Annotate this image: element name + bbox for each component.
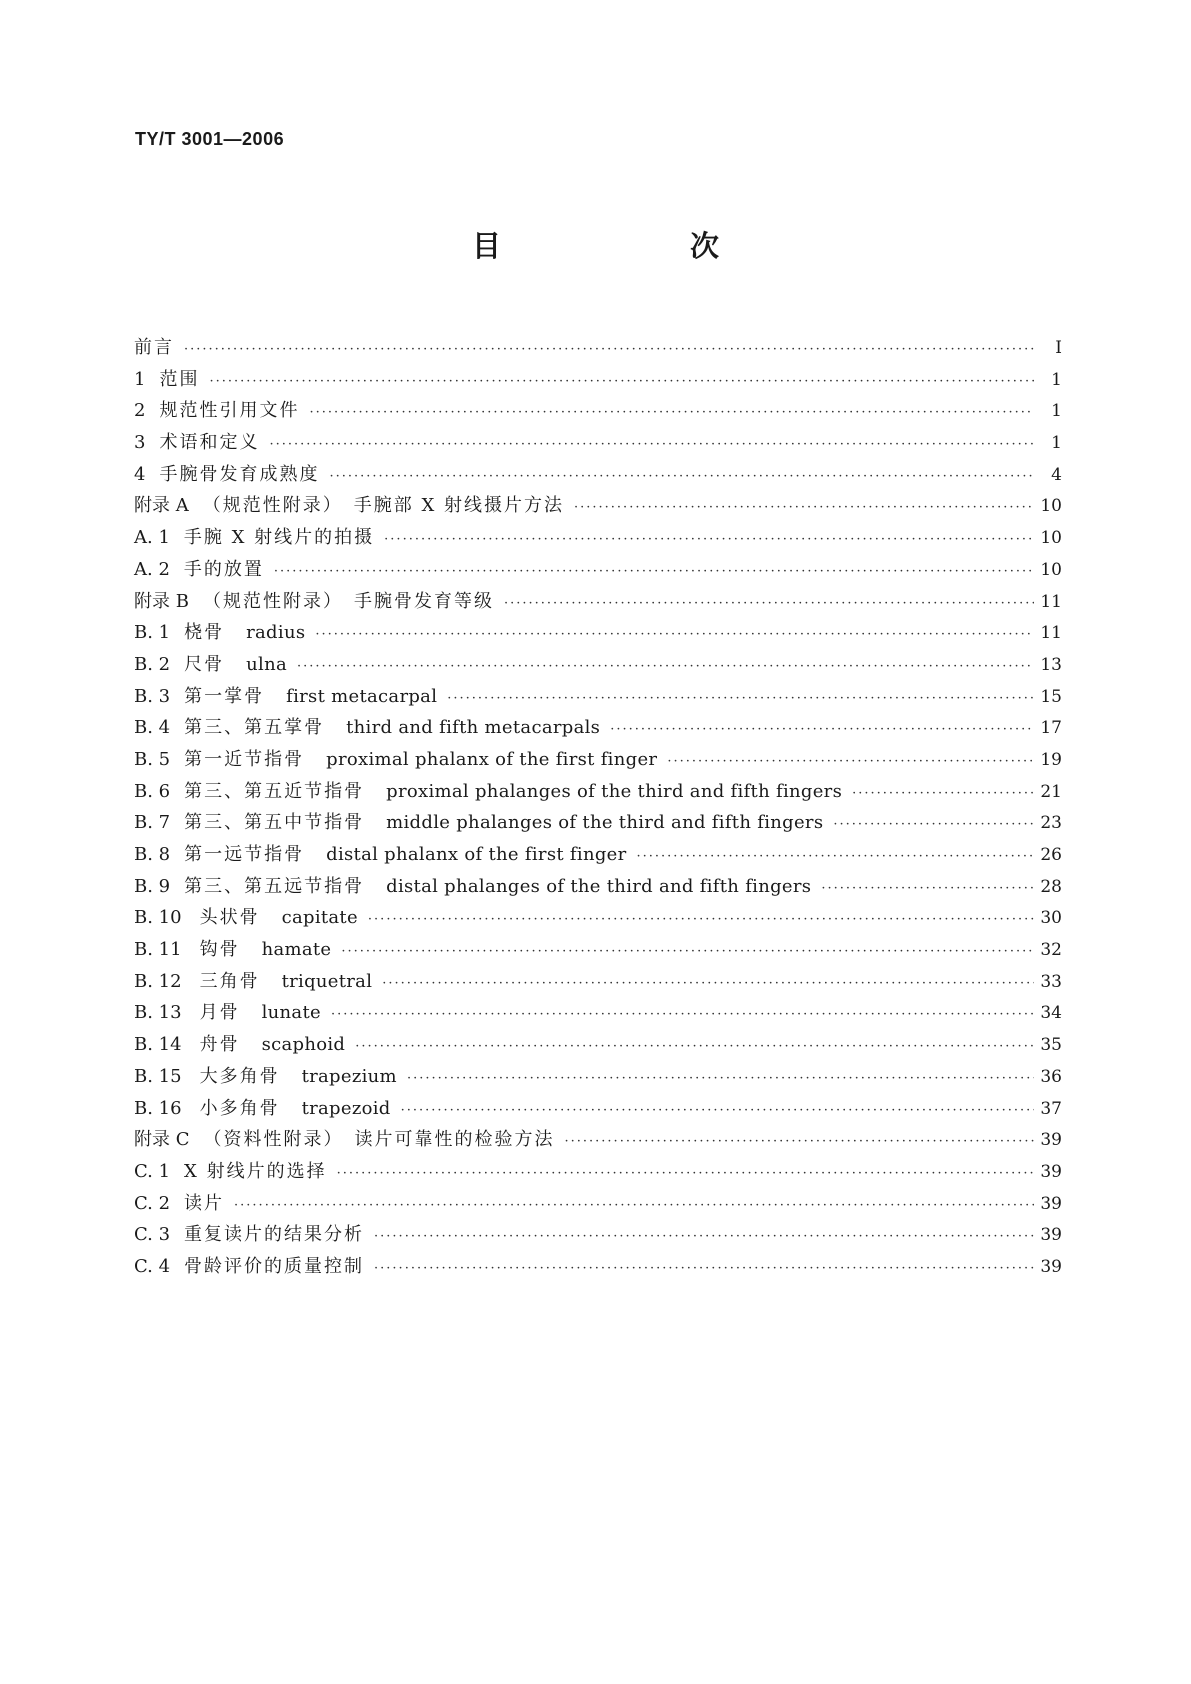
toc-entry[interactable] <box>134 997 1062 1029</box>
toc-entry-number: 附录 B <box>134 590 189 612</box>
toc-entry-label <box>134 586 494 618</box>
toc-entry-page-number: 4 <box>1051 464 1062 485</box>
toc-entry-label <box>134 1188 224 1220</box>
toc-entry-label <box>134 1093 391 1125</box>
toc-entry-label <box>134 617 305 649</box>
toc-entry-number: 2 <box>134 400 146 422</box>
dot-leader <box>341 936 1034 968</box>
toc-entry[interactable] <box>134 522 1062 554</box>
toc-entry[interactable] <box>134 649 1062 681</box>
toc-entry-title: 第一掌骨 <box>184 685 265 707</box>
toc-entry-title: 尺骨 <box>184 653 225 675</box>
toc-entry-title: 月骨 <box>199 1002 240 1024</box>
toc-entry-page-number: 1 <box>1051 433 1062 454</box>
page-title: 目 次 <box>471 229 799 263</box>
dot-leader <box>374 1253 1034 1285</box>
dot-leader <box>384 524 1034 556</box>
toc-entry-page-number: 39 <box>1040 1130 1062 1151</box>
toc-entry-page-number: 21 <box>1040 781 1062 802</box>
dot-leader <box>331 999 1034 1031</box>
toc-entry-label <box>134 997 321 1029</box>
toc-entry-number: 1 <box>134 368 146 390</box>
dot-leader <box>401 1095 1034 1127</box>
toc-entry[interactable] <box>134 617 1062 649</box>
toc-entry-page-number: 30 <box>1040 908 1062 929</box>
toc-entry[interactable] <box>134 1124 1062 1156</box>
dot-leader <box>355 1031 1034 1063</box>
toc-entry[interactable] <box>134 1156 1062 1188</box>
toc-entry-label <box>134 807 823 839</box>
toc-entry-english-title: scaphoid <box>261 1034 346 1056</box>
toc-entry-label <box>134 490 564 522</box>
toc-entry-page-number: 39 <box>1040 1161 1062 1182</box>
toc-entry-number: B. 16 <box>134 1097 182 1119</box>
toc-entry-number: 4 <box>134 463 146 485</box>
toc-entry-english-title: proximal phalanx of the first finger <box>326 748 658 770</box>
toc-entry-english-title: trapezoid <box>301 1097 391 1119</box>
dot-leader <box>297 651 1034 683</box>
toc-entry-title: 第一近节指骨 <box>184 748 305 770</box>
toc-entry-number: 附录 C <box>134 1129 190 1151</box>
toc-entry-label <box>134 966 372 998</box>
toc-entry-title: 重复读片的结果分析 <box>184 1224 365 1246</box>
toc-entry[interactable] <box>134 1251 1062 1283</box>
toc-entry-label <box>134 427 259 459</box>
dot-leader <box>309 397 1034 429</box>
toc-entry-english-title: radius <box>246 622 306 644</box>
toc-entry-number: B. 12 <box>134 970 182 992</box>
toc-entry-title: 读片 <box>184 1192 225 1214</box>
toc-entry[interactable] <box>134 871 1062 903</box>
toc-entry-title: 第三、第五掌骨 <box>184 717 325 739</box>
toc-entry-page-number: 35 <box>1040 1035 1062 1056</box>
toc-entry-label <box>134 1029 345 1061</box>
toc-entry-label <box>134 1156 327 1188</box>
toc-entry-page-number: 19 <box>1040 749 1062 770</box>
toc-entry-page-number: 11 <box>1040 623 1062 644</box>
toc-entry-label <box>134 1061 397 1093</box>
dot-leader <box>821 873 1034 905</box>
dot-leader <box>337 1158 1034 1190</box>
toc-entry[interactable] <box>134 807 1062 839</box>
toc-entry-english-title: trapezium <box>301 1065 397 1087</box>
toc-entry-label <box>134 332 174 364</box>
toc-entry[interactable] <box>134 681 1062 713</box>
toc-entry[interactable] <box>134 1029 1062 1061</box>
toc-entry[interactable] <box>134 554 1062 586</box>
toc-entry-english-title: lunate <box>261 1002 321 1024</box>
toc-entry-title: 桡骨 <box>184 622 225 644</box>
toc-entry-label <box>134 1124 555 1156</box>
toc-entry-label <box>134 554 264 586</box>
toc-entry-page-number: 32 <box>1040 940 1062 961</box>
toc-entry-title: 手的放置 <box>183 558 264 580</box>
toc-entry-label <box>134 902 358 934</box>
toc-entry-label <box>134 681 437 713</box>
toc-entry-english-title: distal phalanx of the first finger <box>326 844 627 865</box>
toc-entry-english-title: hamate <box>261 939 332 961</box>
toc-entry-title: 第三、第五远节指骨 <box>184 875 365 897</box>
toc-entry-page-number: 15 <box>1040 686 1062 707</box>
toc-entry-label <box>134 395 299 427</box>
toc-entry-number: C. 4 <box>134 1255 171 1277</box>
table-of-contents <box>134 332 1062 1283</box>
toc-entry-label <box>134 364 199 396</box>
toc-entry[interactable] <box>134 395 1062 427</box>
toc-entry-number: B. 5 <box>134 748 171 770</box>
dot-leader <box>667 746 1034 778</box>
toc-entry-title: 术语和定义 <box>159 432 260 454</box>
dot-leader <box>637 841 1034 873</box>
dot-leader <box>209 366 1034 398</box>
toc-entry[interactable] <box>134 776 1062 808</box>
toc-entry-page-number: 39 <box>1040 1256 1062 1277</box>
toc-entry[interactable] <box>134 712 1062 744</box>
toc-entry-number: B. 14 <box>134 1034 182 1056</box>
dot-leader <box>852 778 1034 810</box>
toc-entry-number: B. 6 <box>134 780 171 802</box>
dot-leader <box>382 968 1034 1000</box>
dot-leader <box>374 1221 1034 1253</box>
toc-entry-page-number: 36 <box>1040 1066 1062 1087</box>
toc-entry-title: （规范性附录） 手腕部 X 射线摄片方法 <box>202 495 564 517</box>
dot-leader <box>610 714 1034 746</box>
toc-entry-number: B. 4 <box>134 717 171 739</box>
toc-entry-page-number: 10 <box>1040 528 1062 549</box>
toc-entry[interactable] <box>134 744 1062 776</box>
toc-entry-number: B. 1 <box>134 622 171 644</box>
toc-entry-page-number: 1 <box>1051 401 1062 422</box>
toc-entry[interactable] <box>134 934 1062 966</box>
toc-entry-title: 手腕骨发育成熟度 <box>159 463 320 485</box>
toc-entry-number: C. 3 <box>134 1224 171 1246</box>
toc-entry-number: 3 <box>134 432 146 454</box>
dot-leader <box>234 1190 1034 1222</box>
dot-leader <box>184 334 1034 366</box>
toc-entry-number: B. 2 <box>134 653 171 675</box>
toc-entry-page-number: 34 <box>1040 1003 1062 1024</box>
document-code: TY/T 3001—2006 <box>135 129 285 149</box>
toc-entry-page-number: 26 <box>1040 845 1062 865</box>
toc-entry[interactable] <box>134 839 1062 871</box>
dot-leader <box>504 588 1034 620</box>
toc-entry-number: 附录 A <box>134 495 189 517</box>
toc-entry[interactable] <box>134 1061 1062 1093</box>
toc-entry-label <box>134 839 627 871</box>
toc-entry-label <box>134 1251 364 1283</box>
toc-entry-label <box>134 934 331 966</box>
toc-entry[interactable] <box>134 459 1062 491</box>
dot-leader <box>574 492 1034 524</box>
toc-entry-label <box>134 776 842 808</box>
toc-entry-title: 前言 <box>134 337 174 358</box>
toc-entry-label <box>134 744 657 776</box>
toc-entry-label <box>134 871 811 903</box>
toc-entry[interactable] <box>134 1093 1062 1125</box>
toc-entry-page-number: 11 <box>1040 591 1062 612</box>
dot-leader <box>368 904 1034 936</box>
toc-entry-title: 第三、第五中节指骨 <box>184 812 365 834</box>
toc-entry-number: C. 1 <box>134 1160 171 1182</box>
toc-entry-title: 钩骨 <box>199 939 240 961</box>
toc-entry-english-title: middle phalanges of the third and fifth fingers <box>386 812 824 834</box>
dot-leader <box>329 461 1034 493</box>
dot-leader <box>269 429 1034 461</box>
toc-entry-page-number: 1 <box>1051 369 1062 390</box>
toc-entry-number: B. 9 <box>134 875 171 897</box>
toc-entry-page-number: 13 <box>1040 654 1062 675</box>
toc-entry-title: 第一远节指骨 <box>184 844 305 865</box>
dot-leader <box>274 556 1034 588</box>
toc-entry-title: 骨龄评价的质量控制 <box>184 1255 365 1277</box>
toc-entry[interactable] <box>134 332 1062 364</box>
toc-entry-english-title: proximal phalanges of the third and fifth fingers <box>386 780 843 802</box>
toc-entry-number: B. 8 <box>134 844 171 865</box>
toc-entry-title: 大多角骨 <box>199 1065 280 1087</box>
toc-entry-english-title: third and fifth metacarpals <box>346 717 601 739</box>
toc-entry-title: （规范性附录） 手腕骨发育等级 <box>202 590 494 612</box>
toc-entry[interactable] <box>134 427 1062 459</box>
toc-entry-page-number: 28 <box>1040 876 1062 897</box>
toc-entry-number: A. 1 <box>134 527 170 549</box>
toc-entry-page-number: 39 <box>1040 1193 1062 1214</box>
toc-entry-title: 头状骨 <box>199 907 260 929</box>
toc-entry-title: （资料性附录） 读片可靠性的检验方法 <box>203 1129 555 1151</box>
toc-entry-title: 规范性引用文件 <box>159 400 300 422</box>
toc-entry[interactable] <box>134 966 1062 998</box>
toc-entry-page-number: 17 <box>1040 718 1062 739</box>
dot-leader <box>565 1126 1035 1158</box>
toc-entry-title: 手腕 X 射线片的拍摄 <box>183 527 375 549</box>
toc-entry[interactable] <box>134 490 1062 522</box>
toc-entry-english-title: triquetral <box>281 970 373 992</box>
toc-entry-page-number: 10 <box>1040 559 1062 580</box>
toc-entry-english-title: ulna <box>246 653 287 675</box>
toc-entry-title: 舟骨 <box>199 1034 240 1056</box>
toc-entry[interactable] <box>134 1219 1062 1251</box>
toc-entry-number: B. 10 <box>134 907 182 929</box>
toc-entry[interactable] <box>134 364 1062 396</box>
dot-leader <box>407 1063 1034 1095</box>
toc-entry-page-number: 10 <box>1040 496 1062 517</box>
toc-entry-number: A. 2 <box>134 558 170 580</box>
toc-entry-title: 范围 <box>159 368 200 390</box>
toc-entry-title: 小多角骨 <box>199 1097 280 1119</box>
toc-entry-page-number: 23 <box>1040 813 1062 834</box>
toc-entry[interactable] <box>134 586 1062 618</box>
toc-entry-title: 三角骨 <box>199 970 260 992</box>
toc-entry-label <box>134 522 374 554</box>
toc-entry-title: 第三、第五近节指骨 <box>184 780 365 802</box>
dot-leader <box>833 809 1034 841</box>
toc-entry-page-number: 39 <box>1040 1225 1062 1246</box>
toc-entry-page-number: I <box>1055 338 1062 358</box>
toc-entry-page-number: 37 <box>1040 1098 1062 1119</box>
toc-entry-label <box>134 712 600 744</box>
toc-entry-english-title: first metacarpal <box>286 685 438 707</box>
toc-entry-english-title: distal phalanges of the third and fifth fingers <box>386 875 812 897</box>
toc-entry-title: X 射线片的选择 <box>184 1160 327 1182</box>
toc-entry[interactable] <box>134 902 1062 934</box>
dot-leader <box>447 683 1034 715</box>
toc-entry-number: B. 3 <box>134 685 171 707</box>
toc-entry-english-title: capitate <box>281 907 358 929</box>
toc-entry-number: C. 2 <box>134 1192 171 1214</box>
toc-entry-number: B. 15 <box>134 1065 182 1087</box>
toc-entry-number: B. 7 <box>134 812 171 834</box>
toc-entry-label <box>134 459 319 491</box>
dot-leader <box>315 619 1034 651</box>
toc-entry-number: B. 11 <box>134 939 182 961</box>
toc-entry-page-number: 33 <box>1040 971 1062 992</box>
toc-entry[interactable] <box>134 1188 1062 1220</box>
toc-entry-number: B. 13 <box>134 1002 182 1024</box>
toc-entry-label <box>134 1219 364 1251</box>
toc-entry-label <box>134 649 287 681</box>
